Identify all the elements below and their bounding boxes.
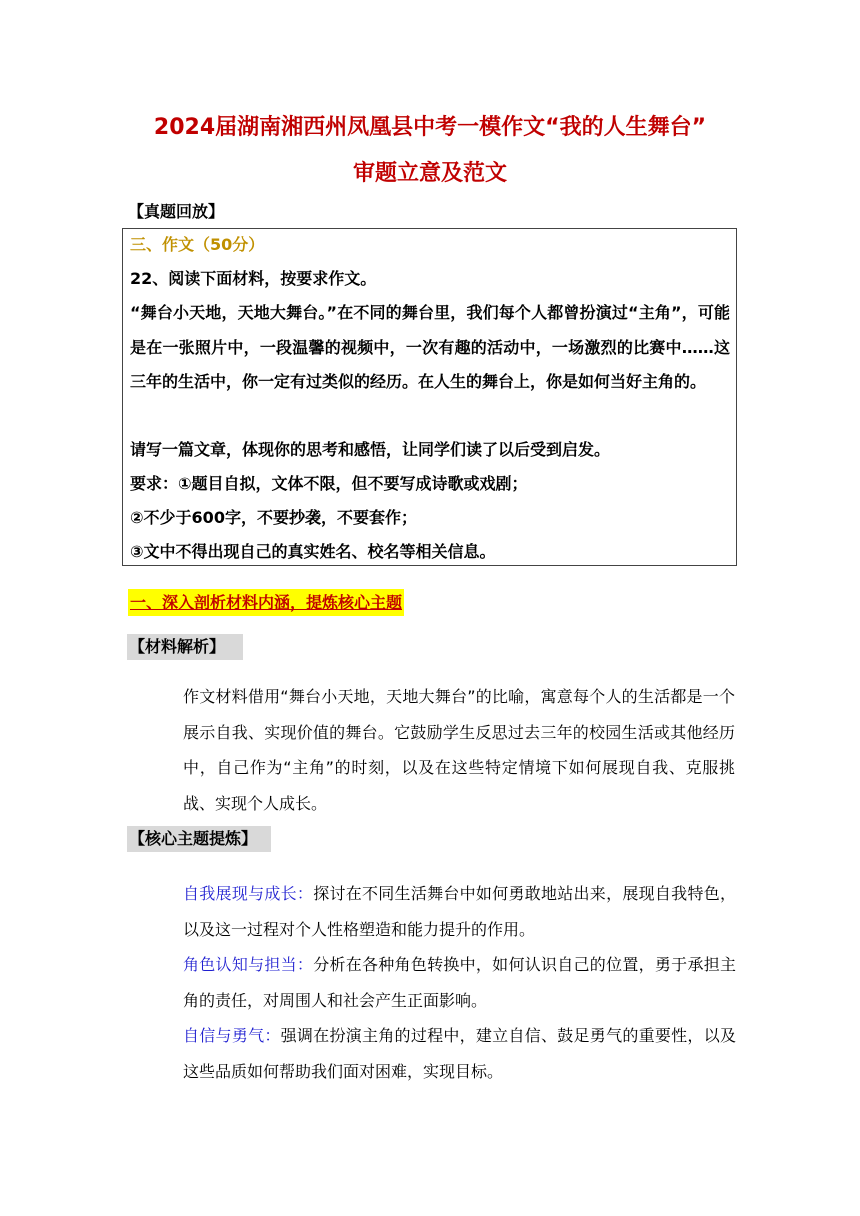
analysis-text: 作文材料借用“舞台小天地，天地大舞台”的比喻，寓意每个人的生活都是一个展示自我、实现价值的舞台。它鼓励学生反思过去三年的校园生活或其他经历中，自己作为“主角”的时刻，以及在这些特定情境下如何展现自我、克服挑战、实现个人成长。: [183, 687, 735, 813]
question-task: 请写一篇文章，体现你的思考和感悟，让同学们读了以后受到启发。: [130, 440, 611, 459]
section-real-label: 【真题回放】: [128, 202, 225, 221]
theme-text: 强调在扮演主角的过程中，建立自信、鼓足勇气的重要性，以及这些品质如何帮助我们面对困难，实现目标。: [183, 1026, 736, 1081]
theme-item: [183, 947, 736, 1018]
theme-text: 分析在各种角色转换中，如何认识自己的位置，勇于承担主角的责任，对周围人和社会产生正面影响。: [183, 955, 736, 1010]
part-one-heading: 一、深入剖析材料内涵，提炼核心主题: [128, 589, 404, 616]
theme-item: [183, 876, 736, 947]
document-title-line1: 2024届湖南湘西州凤凰县中考一模作文“我的人生舞台”: [153, 115, 707, 140]
question-header: 三、作文（50分）: [130, 235, 265, 254]
document-title-line2: 审题立意及范文: [352, 161, 507, 186]
theme-key: 自信与勇气：: [183, 1026, 281, 1045]
themes-label: 【核心主题提炼】: [127, 826, 271, 852]
theme-key: 角色认知与担当：: [183, 955, 314, 974]
question-requirement-2: ②不少于600字，不要抄袭，不要套作；: [130, 508, 417, 527]
theme-item: [183, 1018, 736, 1089]
analysis-label: 【材料解析】: [127, 634, 243, 660]
question-material: “舞台小天地，天地大舞台。”在不同的舞台里，我们每个人都曾扮演过“主角”，可能是在一张照片中，一段温馨的视频中，一次有趣的活动中，一场激烈的比赛中……这三年的生活中，你一定有过类似的经历。在人生的舞台上，你是如何当好主角的。: [130, 303, 730, 391]
theme-key: 自我展现与成长：: [183, 884, 314, 903]
question-requirement-1: 要求：①题目自拟，文体不限，但不要写成诗歌或戏剧；: [130, 474, 528, 493]
question-number-line: 22、阅读下面材料，按要求作文。: [130, 269, 377, 288]
question-requirement-3: ③文中不得出现自己的真实姓名、校名等相关信息。: [130, 542, 496, 561]
theme-text: 探讨在不同生活舞台中如何勇敢地站出来，展现自我特色，以及这一过程对个人性格塑造和能力提升的作用。: [183, 884, 736, 939]
